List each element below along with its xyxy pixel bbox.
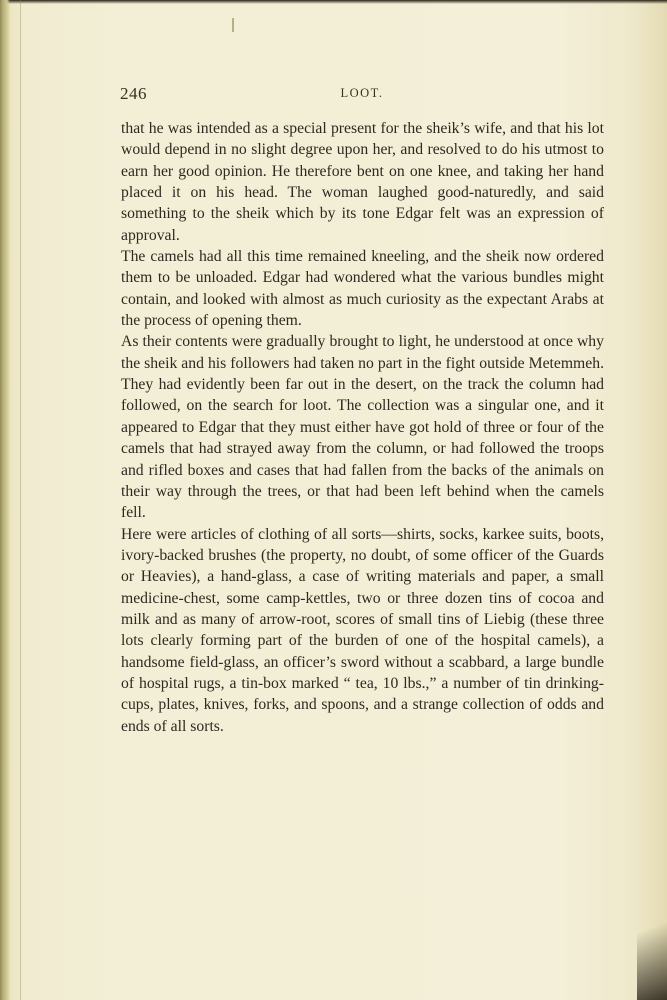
- page-gutter: [0, 0, 10, 1000]
- paper-mark: [232, 18, 234, 32]
- page-corner-shadow: [637, 880, 667, 1000]
- paragraph-3: As their contents were gradually brought to light, he understood at once why the sheik and his followers had taken no part in the fight outside Metemmeh. They had evidently been far out in the desert, on the track the column had followed, on the search for loot. The collection was a singular one, and it appeared to Edgar that they must either have got hold of three or four of the camels that had strayed away from the column, or had followed the troops and rifled boxes and cases that had fallen from the backs of the animals on their way through the trees, or that had been left behind when the camels fell.: [121, 333, 604, 522]
- page-number: 246: [120, 84, 147, 103]
- running-head: LOOT.: [340, 86, 384, 100]
- gutter-line: [20, 0, 21, 1000]
- paragraph-1: that he was intended as a special present for the sheik’s wife, and that his lot would depend in no slight degree upon her, and resolved to do his utmost to earn her good opinion. He therefore bent on one knee, and taking her hand placed it on his head. The woman laughed good-naturedly, and said something to the sheik which by its tone Edgar felt was an expression of approval.: [121, 120, 604, 244]
- body-text: [121, 118, 604, 737]
- paragraph-4: Here were articles of clothing of all sorts—shirts, socks, karkee suits, boots, ivory-backed brushes (the property, no doubt, of some officer of the Guards or Heavies), a hand-glass, a case of writing materials and paper, a small medicine-chest, some camp-kettles, two or three dozen tins of cocoa and milk and as many of arrow-root, scores of small tins of Liebig (these three lots clearly forming part of the burden of one of the hospital camels), a handsome field-glass, an officer’s sword without a scabbard, a large bundle of hospital rugs, a tin-box marked “ tea, 10 lbs.,” a number of tin drinking-cups, plates, knives, forks, and spoons, and a strange collection of odds and ends of all sorts.: [121, 525, 604, 735]
- paragraph-2: The camels had all this time remained kneeling, and the sheik now ordered them to be unloaded. Edgar had wondered what the various bundles might contain, and looked with almost as much curiosity as the expectant Arabs at the process of opening them.: [121, 248, 604, 330]
- page-header: [120, 84, 604, 106]
